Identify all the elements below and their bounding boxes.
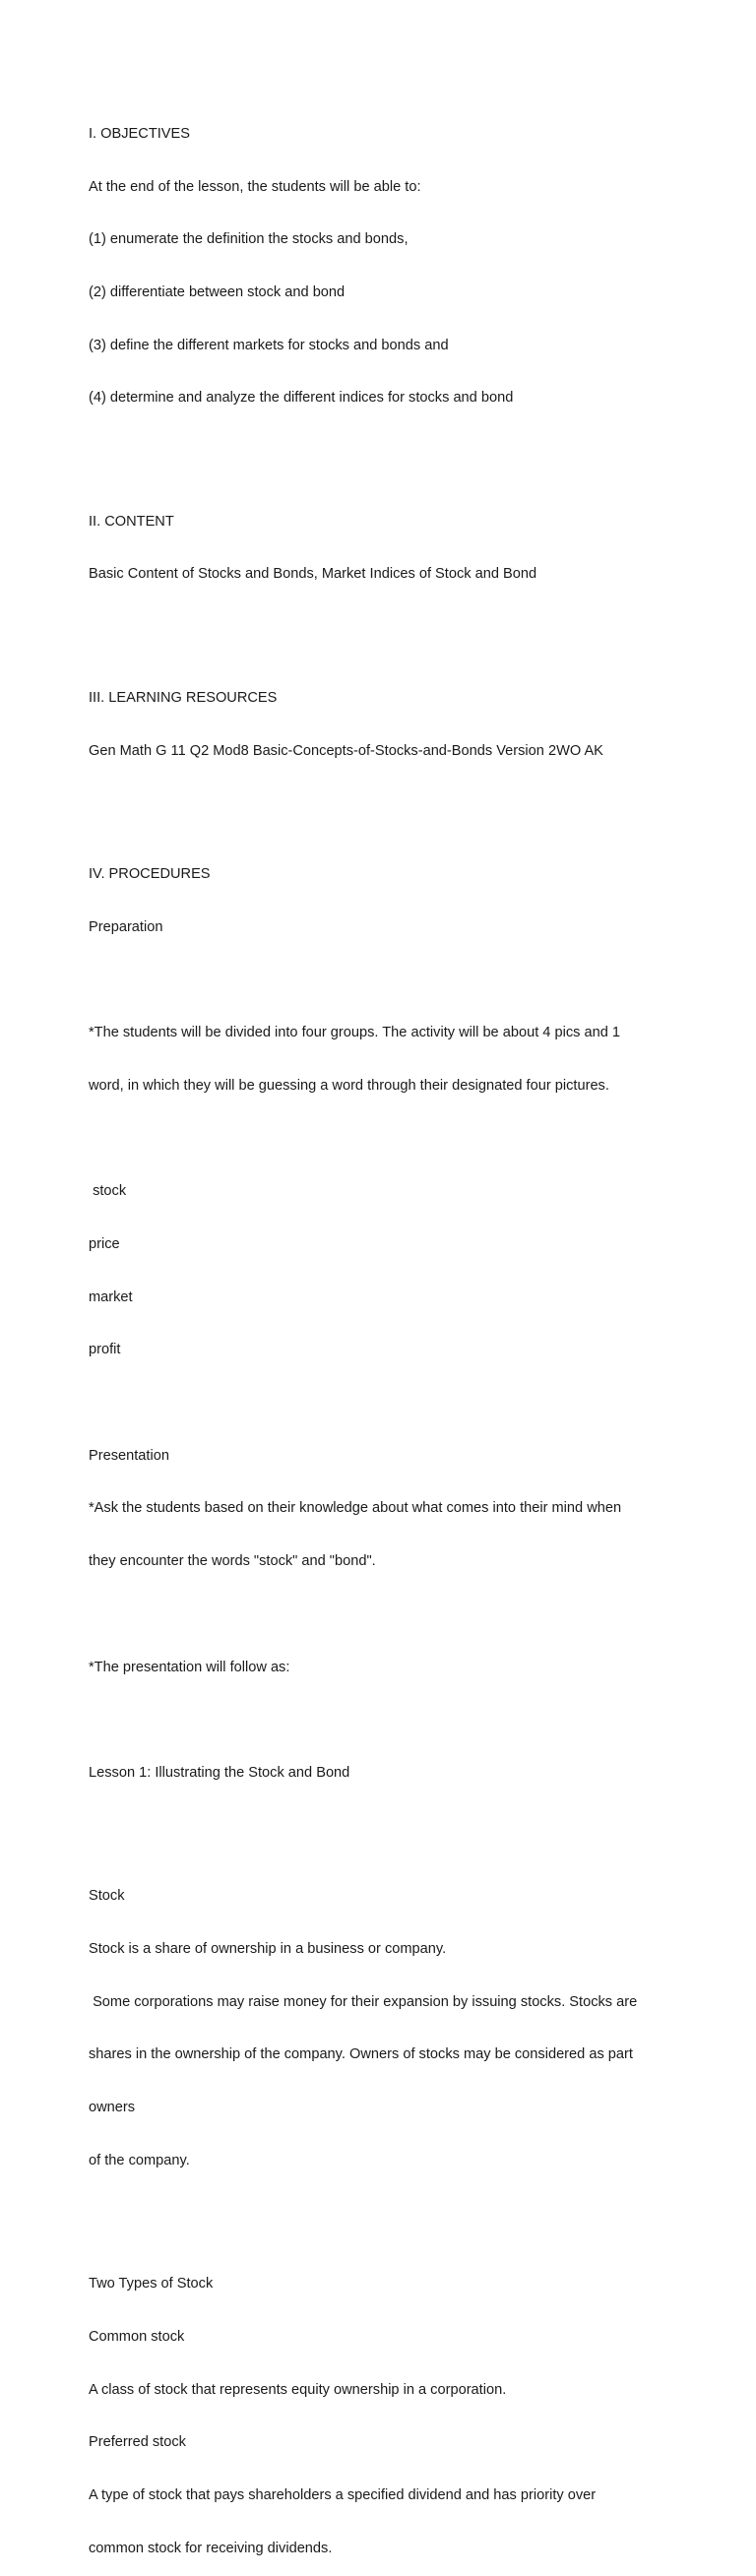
stock-paragraph: of the company. <box>89 2152 190 2168</box>
spacer <box>89 1130 679 1148</box>
objective-item: (3) define the different markets for stocks and bonds and <box>89 337 449 353</box>
spacer <box>89 1395 679 1413</box>
stock-paragraph: owners <box>89 2100 136 2116</box>
common-stock-definition: A class of stock that represents equity ownership in a corporation. <box>89 2381 507 2398</box>
word-item: stock <box>89 1183 127 1200</box>
ask-text: they encounter the words "stock" and "bond". <box>89 1553 376 1570</box>
lesson-title: Lesson 1: Illustrating the Stock and Bond <box>89 1764 350 1781</box>
procedures-heading: IV. PROCEDURES <box>89 865 211 882</box>
word-item: market <box>89 1288 133 1305</box>
common-stock-label: Common stock <box>89 2328 185 2345</box>
spacer <box>89 1818 679 1836</box>
objectives-intro: At the end of the lesson, the students will be able to: <box>89 178 421 195</box>
content-text: Basic Content of Stocks and Bonds, Market Indices of Stock and Bond <box>89 566 537 583</box>
preparation-label: Preparation <box>89 918 163 935</box>
presentation-label: Presentation <box>89 1447 169 1464</box>
spacer <box>89 1606 679 1624</box>
spacer <box>89 619 679 637</box>
spacer <box>89 443 679 461</box>
spacer <box>89 2206 679 2224</box>
stock-paragraph: shares in the ownership of the company. Owners of stocks may be considered as part <box>89 2046 633 2063</box>
preferred-stock-definition: common stock for receiving dividends. <box>89 2540 333 2556</box>
resources-heading: III. LEARNING RESOURCES <box>89 689 278 706</box>
objective-item: (2) differentiate between stock and bond <box>89 283 346 300</box>
preferred-stock-definition: A type of stock that pays shareholders a specified dividend and has priority over <box>89 2487 597 2504</box>
spacer <box>89 1712 679 1729</box>
types-heading: Two Types of Stock <box>89 2276 214 2293</box>
word-item: profit <box>89 1342 121 1358</box>
follow-text: *The presentation will follow as: <box>89 1659 290 1675</box>
document-page <box>89 91 679 2576</box>
spacer <box>89 972 679 989</box>
ask-text: *Ask the students based on their knowledge about what comes into their mind when <box>89 1500 622 1517</box>
content-heading: II. CONTENT <box>89 513 174 530</box>
stock-definition: Stock is a share of ownership in a business or company. <box>89 1941 447 1958</box>
preferred-stock-label: Preferred stock <box>89 2434 186 2451</box>
activity-text: word, in which they will be guessing a word through their designated four pictures. <box>89 1077 609 1094</box>
spacer <box>89 795 679 813</box>
resources-text: Gen Math G 11 Q2 Mod8 Basic-Concepts-of-Stocks-and-Bonds Version 2WO AK <box>89 742 603 759</box>
activity-text: *The students will be divided into four groups. The activity will be about 4 pics and 1 <box>89 1024 621 1040</box>
stock-heading: Stock <box>89 1888 125 1905</box>
objectives-heading: I. OBJECTIVES <box>89 125 190 142</box>
objective-item: (4) determine and analyze the different indices for stocks and bond <box>89 390 514 407</box>
word-item: price <box>89 1235 120 1252</box>
stock-paragraph: Some corporations may raise money for their expansion by issuing stocks. Stocks are <box>89 1993 638 2010</box>
objective-item: (1) enumerate the definition the stocks and bonds, <box>89 231 409 248</box>
